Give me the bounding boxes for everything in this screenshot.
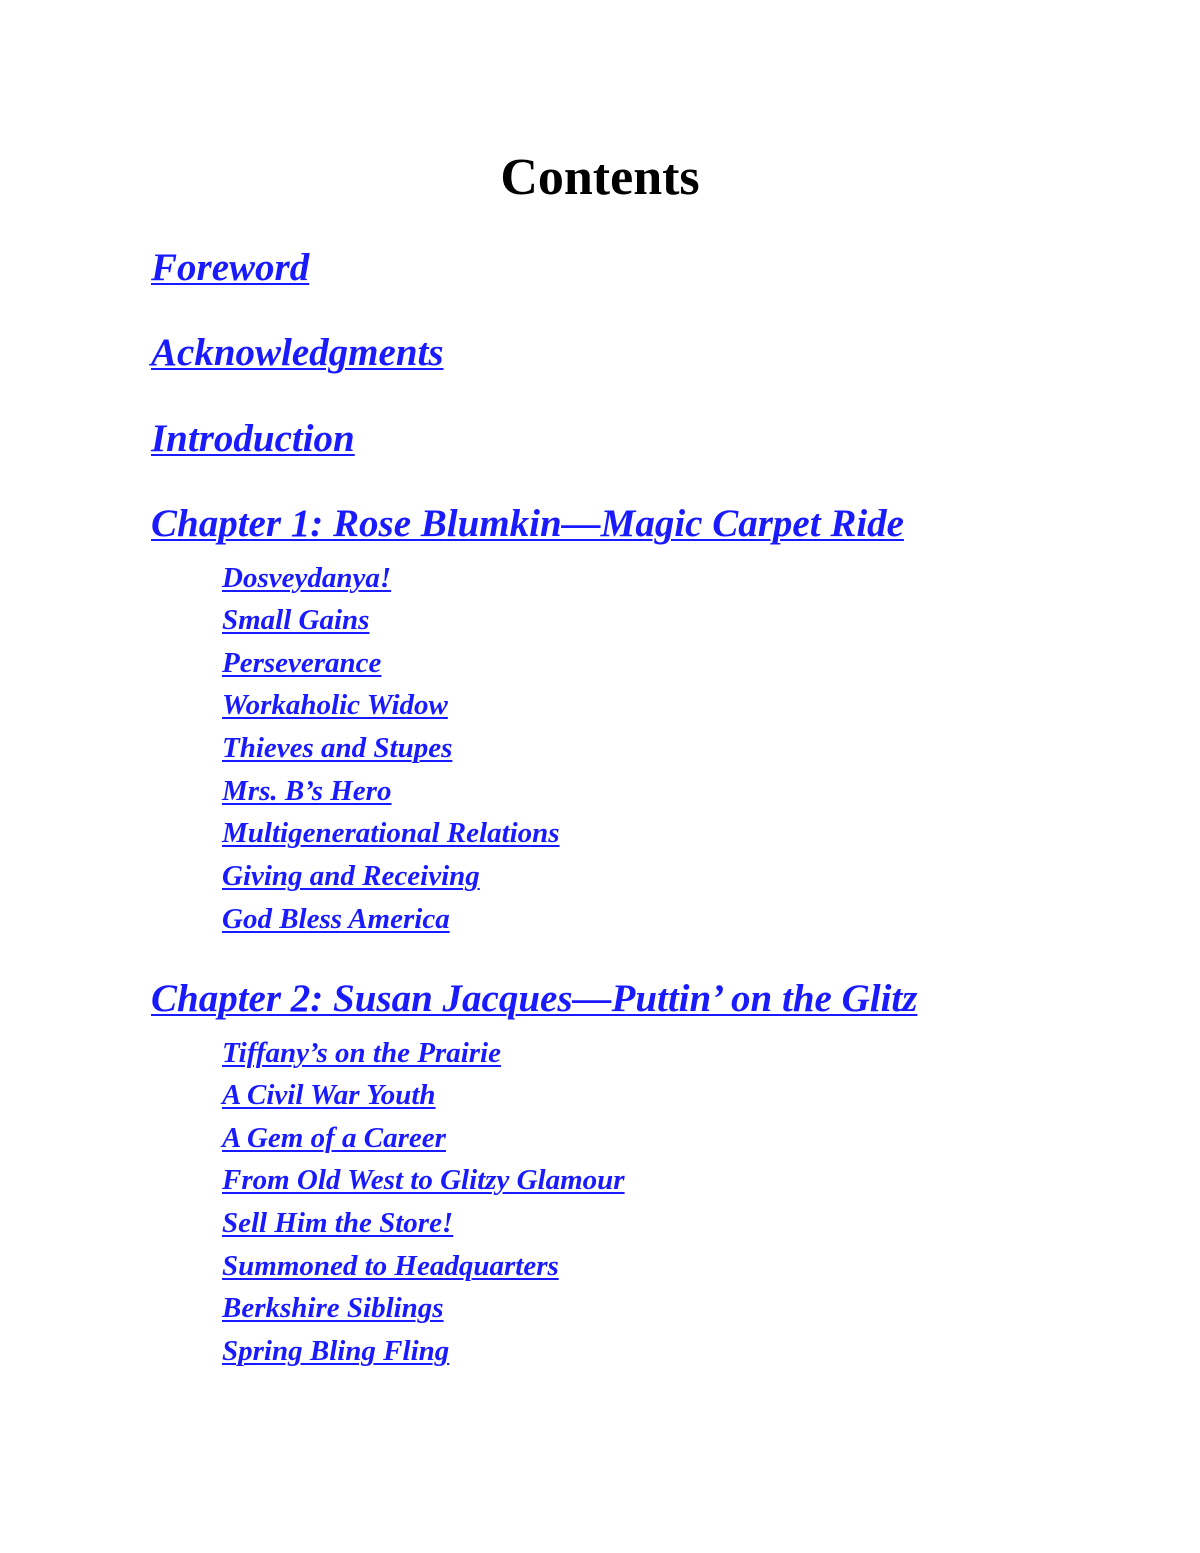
toc-link-chapter-1[interactable]: Chapter 1: Rose Blumkin—Magic Carpet Ride [151, 502, 904, 545]
toc-link-section[interactable]: Giving and Receiving [222, 860, 480, 892]
toc-link-section[interactable]: Berkshire Siblings [222, 1292, 444, 1324]
toc-link-section[interactable]: Mrs. B’s Hero [222, 775, 392, 807]
toc-link-foreword[interactable]: Foreword [151, 246, 310, 289]
page-title: Contents [500, 149, 700, 206]
toc-link-section[interactable]: A Civil War Youth [222, 1079, 436, 1111]
toc-link-section[interactable]: Perseverance [222, 647, 382, 679]
toc-link-chapter-2[interactable]: Chapter 2: Susan Jacques—Puttin’ on the Glitz [151, 977, 918, 1020]
toc-link-section[interactable]: God Bless America [222, 903, 450, 935]
toc-link-introduction[interactable]: Introduction [151, 417, 355, 460]
toc-link-acknowledgments[interactable]: Acknowledgments [151, 331, 444, 374]
toc-link-section[interactable]: Dosveydanya! [222, 562, 392, 594]
toc-link-section[interactable]: Workaholic Widow [222, 689, 448, 721]
toc-link-section[interactable]: Multigenerational Relations [222, 817, 560, 849]
toc-link-section[interactable]: Sell Him the Store! [222, 1207, 454, 1239]
toc-link-section[interactable]: Tiffany’s on the Prairie [222, 1037, 501, 1069]
toc-link-section[interactable]: Summoned to Headquarters [222, 1250, 559, 1282]
toc-link-section[interactable]: Small Gains [222, 604, 370, 636]
toc-link-section[interactable]: Thieves and Stupes [222, 732, 453, 764]
toc-link-section[interactable]: A Gem of a Career [222, 1122, 446, 1154]
toc-link-section[interactable]: Spring Bling Fling [222, 1335, 450, 1367]
toc-link-section[interactable]: From Old West to Glitzy Glamour [222, 1164, 625, 1196]
